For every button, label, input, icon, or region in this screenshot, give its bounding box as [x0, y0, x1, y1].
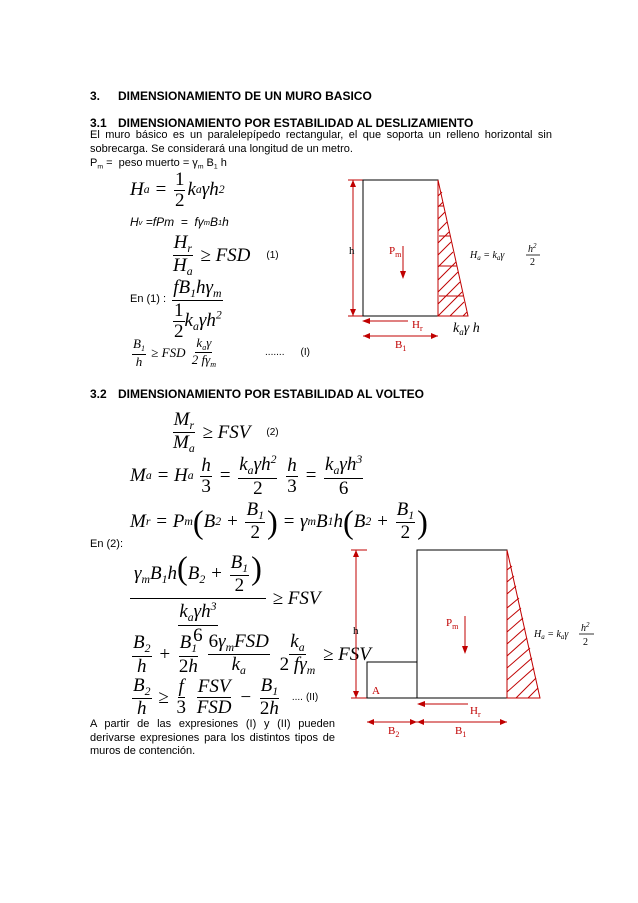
equation-ha: H a = $\frac{1}{2}$ k a γ h 2	[130, 169, 225, 211]
wall-diagram-2	[350, 542, 605, 740]
hr-label-1: $H_r$	[412, 319, 423, 333]
section-3-1-number: 3.1	[90, 116, 107, 130]
wall-rect-1	[363, 180, 438, 316]
ha-formula-1-text: $H_a = k_a\gamma$	[470, 250, 505, 262]
equation-I-dots: .......	[265, 347, 285, 359]
svg-text:2: 2	[583, 637, 588, 648]
equation-I: $\frac{B_1}{h}$ ≥ FSD $\frac{k_a\gamma}{2 f\gamma_m}$ ....... (I)	[133, 335, 310, 370]
svg-text:h2: $h^2$	[528, 242, 537, 255]
equation-2: $\frac{M_r}{M_a}$ ≥ FSV (2)	[173, 409, 279, 456]
equation-1: $\frac{H_r}{H_a}$ ≥ FSD (1)	[173, 232, 279, 279]
equation-en1: $fB_1h\gamma_m$ $\frac{1}{2}$ $k_a\gamma h^2$	[173, 277, 222, 343]
ha-formula-2-text: $H_a = k_a\gamma$	[534, 629, 569, 641]
section-3-1-title: DIMENSIONAMIENTO POR ESTABILIDAD AL DESLIZAMIENTO	[118, 116, 474, 130]
equation-ineq-2: $\frac{B_2}{h}$ + $\frac{B_1}{2h}$ $\frac{6\gamma_mFSD}{k_a}$ $\frac{k_a}{2 f\gamma_m}$ ≥ FSV	[133, 631, 371, 678]
ha-formula-1	[469, 242, 540, 268]
b1-label-1: $B_1$	[395, 339, 407, 352]
h-arrow-top-1	[350, 180, 356, 187]
equation-mr: M r = P m ( B 2 + $\frac{B_1}{2}$ ) = γ m B 1 h ( B 2 + $\frac{B_1}{2}$ )	[130, 499, 428, 544]
b1-label-2: $B_1$	[455, 725, 467, 739]
equation-I-tag: (I)	[300, 347, 310, 359]
equation-1-tag: (1)	[266, 250, 279, 262]
svg-text:2: 2	[530, 257, 535, 268]
hr-label-2: $H_r$	[470, 705, 481, 719]
h-label-2: h	[353, 625, 359, 637]
section-3-title: DIMENSIONAMIENTO DE UN MURO BASICO	[118, 89, 372, 103]
svg-text:h2: $h^2$	[581, 621, 590, 634]
ha-formula-2	[533, 621, 594, 648]
equation-II: $\frac{B_2}{h}$ ≥ $\frac{f}{3}$ $\frac{\text{FSV}}{\text{FSD}}$ − $\frac{B_1}{2h}$ .... (II)	[133, 675, 319, 720]
equation-ineq-1: $\gamma_mB_1h(B_2$ + $\frac{B_1}{2}$ ) $\frac{k_a\gamma h^3}{6}$ ≥ FSV	[128, 552, 321, 646]
section-3-2-title: DIMENSIONAMIENTO POR ESTABILIDAD AL VOLTEO	[118, 387, 425, 401]
base-pressure-label-1: $k_a\gamma$ h	[453, 321, 480, 337]
h-label-1: h	[349, 245, 355, 257]
equation-ma: M a = H a $\frac{h}{3}$ = $\frac{k_a\gamma h^2}{2}$ $\frac{h}{3}$ = $\frac{k_a\gamma h^3}{6}$	[130, 453, 363, 499]
en-1-label: En (1) :	[130, 293, 167, 305]
equation-2-tag: (2)	[266, 427, 279, 439]
section-3-number: 3.	[90, 89, 101, 103]
equation-hv: H v = f Pm = f γ m B 1 h	[130, 215, 229, 229]
pm-label-2: $P_m$	[446, 617, 459, 631]
section-3-2-number: 3.2	[90, 387, 107, 401]
pm-label-1: $P_m$	[389, 245, 402, 259]
pm-definition-render: $P_m$ = peso muerto = $\gamma_m$ $B_1$ h	[90, 157, 227, 171]
en-2-label: En (2):	[90, 538, 124, 550]
equation-II-dots: ....	[291, 692, 303, 704]
h-arrow-bottom-1	[350, 309, 356, 316]
equation-II-tag: (II)	[305, 692, 319, 704]
a-label-2: A	[372, 685, 380, 697]
wall-diagram-1	[340, 176, 580, 352]
paragraph-intro: El muro básico es un paralelepípedo rectangular, el que soporta un relleno horizontal sin sobrecarga. Se considerará una longitud de un metro.	[90, 129, 552, 155]
wall-rect-2	[417, 550, 507, 698]
closing-paragraph: A partir de las expresiones (I) y (II) pueden derivarse expresiones para los distintos tipos de muros de contención.	[90, 718, 335, 757]
b2-label-2: $B_2$	[388, 725, 400, 739]
